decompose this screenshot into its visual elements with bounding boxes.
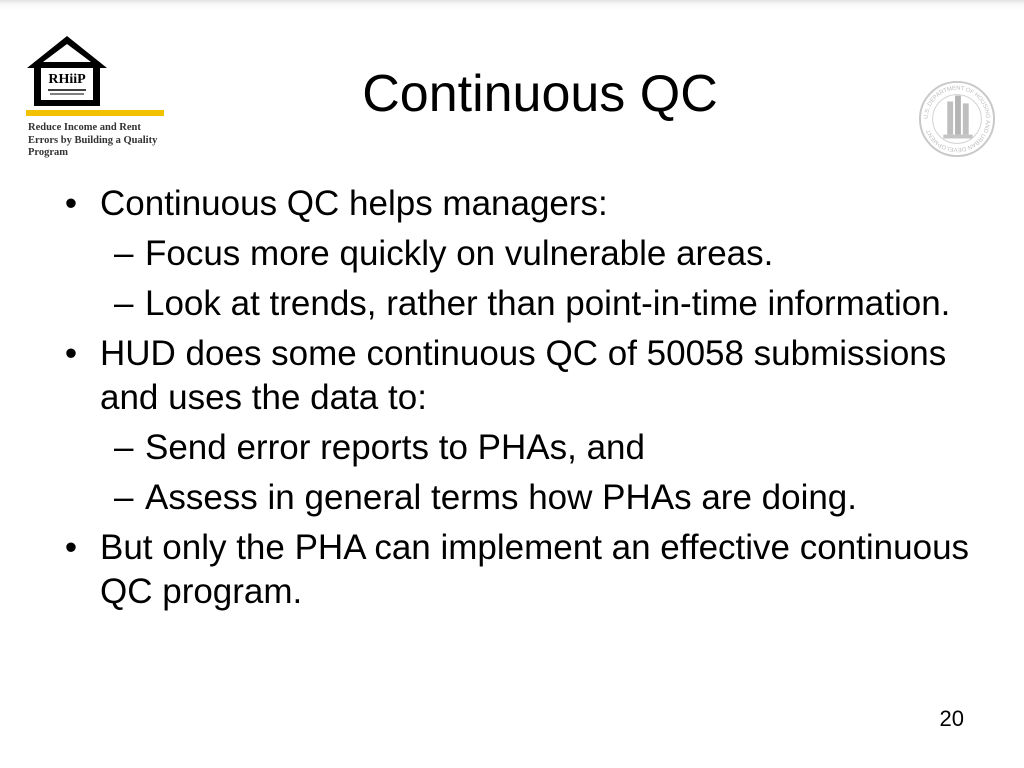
sub-bullet-text: Assess in general terms how PHAs are doing.	[145, 478, 857, 517]
bullet-marker: •	[64, 528, 78, 567]
sub-bullet-text: Focus more quickly on vulnerable areas.	[145, 234, 774, 273]
page-number: 20	[939, 706, 964, 731]
bullet-text: HUD does some continuous QC of 50058 submissions and uses the data to:	[100, 334, 947, 417]
logo-caption	[28, 122, 188, 160]
bullet-marker: •	[64, 334, 78, 373]
seal-text: U.S. DEPARTMENT OF HOUSING AND URBAN DEVELOPMENT	[923, 85, 991, 153]
dash-marker: –	[114, 478, 134, 517]
bullet-item	[56, 526, 986, 614]
logo-caption-line: Reduce Income and Rent	[28, 122, 141, 133]
bullet-text: But only the PHA can implement an effective continuous QC program.	[100, 528, 970, 611]
sub-bullet-text: Send error reports to PHAs, and	[145, 428, 645, 467]
bullet-item	[56, 182, 986, 226]
bullet-text: Continuous QC helps managers:	[100, 184, 608, 223]
slide-title: Continuous QC	[362, 65, 718, 123]
slide-content	[56, 182, 986, 620]
sub-bullet-item	[56, 282, 986, 326]
house-icon	[26, 34, 108, 108]
logo-caption-line: Program	[28, 147, 69, 158]
dash-marker: –	[114, 234, 134, 273]
logo-caption-line: Errors by Building a Quality	[28, 134, 158, 146]
bullet-marker: •	[64, 184, 78, 223]
hud-seal-icon	[918, 80, 996, 158]
rhiip-logo	[26, 34, 166, 158]
dash-marker: –	[114, 428, 134, 467]
logo-text: RHiiP	[48, 72, 86, 87]
sub-bullet-item	[56, 232, 986, 276]
logo-accent-bar	[26, 110, 164, 116]
sub-bullet-item	[56, 476, 986, 520]
sub-bullet-item	[56, 426, 986, 470]
bullet-item	[56, 332, 986, 420]
sub-bullet-text: Look at trends, rather than point-in-time information.	[145, 284, 951, 323]
dash-marker: –	[114, 284, 134, 323]
